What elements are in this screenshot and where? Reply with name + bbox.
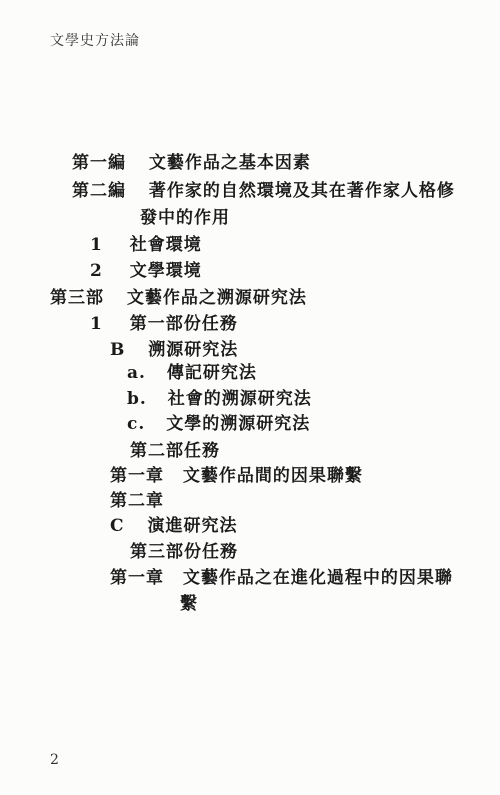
outline-num: 第二編 <box>72 181 126 201</box>
outline-line <box>180 593 198 615</box>
outline-text: 文學的溯源研究法 <box>166 414 311 434</box>
outline-num: 第一編 <box>72 153 126 173</box>
outline-line <box>90 234 202 256</box>
outline-text: 社會環境 <box>129 235 202 255</box>
outline-text: 溯源研究法 <box>148 340 239 360</box>
outline-text: 文藝作品之基本因素 <box>148 153 311 173</box>
outline-num: 2 <box>90 261 103 281</box>
outline-line <box>127 388 312 410</box>
outline-line <box>140 207 230 229</box>
outline-text: 文藝作品之在進化過程中的因果聯 <box>182 568 453 588</box>
outline-num: b. <box>127 389 147 409</box>
outline-text: 傳記研究法 <box>166 363 257 383</box>
page-number: 2 <box>50 752 59 768</box>
outline-line <box>50 287 307 309</box>
outline-line <box>127 362 257 384</box>
outline-text: 著作家的自然環境及其在著作家人格修 <box>148 181 455 201</box>
outline-text: 文藝作品間的因果聯繫 <box>182 466 363 486</box>
outline-line <box>72 152 311 174</box>
outline-line <box>72 180 455 202</box>
outline-text: 第一部份任務 <box>129 314 238 334</box>
outline-num: 1 <box>90 235 103 255</box>
outline-line <box>110 490 164 512</box>
outline-num: 第一章 <box>110 568 164 588</box>
outline-num: a. <box>127 363 146 383</box>
outline-num: 1 <box>90 314 103 334</box>
outline-text: 文藝作品之溯源研究法 <box>126 288 307 308</box>
outline-text: 社會的溯源研究法 <box>167 389 312 409</box>
outline-text: 發中的作用 <box>140 208 230 228</box>
outline-text: 第三部份任務 <box>130 542 238 562</box>
outline-num: 第三部 <box>50 288 104 308</box>
outline-line <box>110 515 237 537</box>
outline-line <box>130 541 238 563</box>
outline-line <box>130 440 220 462</box>
outline-text: 演進研究法 <box>147 516 238 536</box>
outline-num: B <box>110 340 126 360</box>
outline-num: 第一章 <box>110 466 164 486</box>
outline-line <box>110 567 453 589</box>
outline-line <box>110 339 238 361</box>
outline-text: 第二章 <box>110 491 164 511</box>
outline-text: 繫 <box>180 594 198 614</box>
outline-num: c. <box>127 414 146 434</box>
outline-line <box>90 313 238 335</box>
outline-text: 第二部任務 <box>130 441 220 461</box>
outline-line <box>110 465 363 487</box>
running-title: 文學史方法論 <box>50 33 140 49</box>
outline-num: C <box>110 516 125 536</box>
outline-text: 文學環境 <box>129 261 202 281</box>
outline-line <box>127 413 310 435</box>
outline-line <box>90 260 202 282</box>
